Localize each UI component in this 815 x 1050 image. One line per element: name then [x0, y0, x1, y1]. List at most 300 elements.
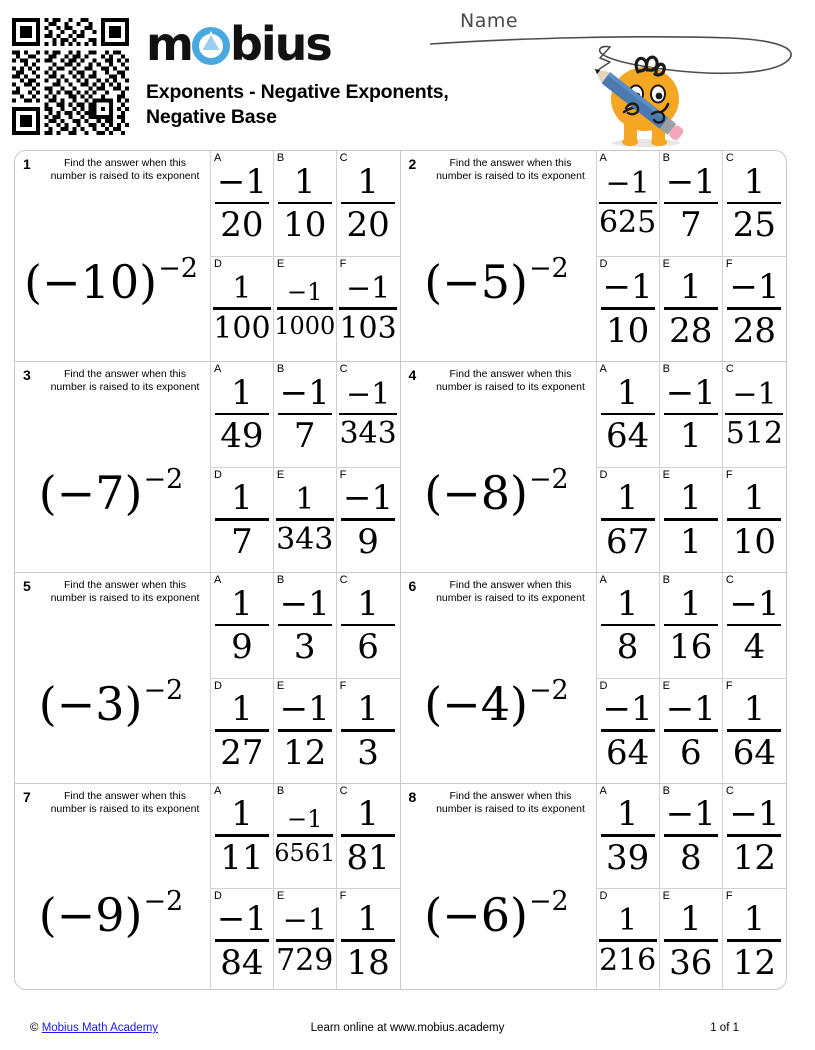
option-f[interactable]	[337, 468, 400, 573]
fraction	[211, 468, 273, 573]
fraction-denominator: 64	[605, 416, 650, 456]
fraction-numerator: 1	[357, 794, 379, 835]
fraction	[337, 889, 400, 990]
options-side	[597, 362, 787, 572]
option-letter: F	[339, 468, 347, 481]
option-b[interactable]	[274, 784, 337, 888]
fraction-denominator: 84	[220, 942, 264, 983]
option-letter: C	[725, 574, 734, 586]
name-label: Name	[460, 10, 519, 32]
fraction-bar	[278, 729, 332, 732]
problem-row	[15, 784, 786, 990]
fraction-denominator: 625	[598, 205, 657, 240]
fraction-numerator: 1	[357, 689, 379, 729]
fraction-numerator: 1	[231, 583, 253, 624]
option-f[interactable]	[337, 257, 400, 362]
fraction	[274, 889, 336, 990]
option-letter: A	[214, 152, 222, 164]
worksheet-grid	[14, 150, 787, 990]
fraction-bar	[215, 624, 269, 627]
fraction-bar	[213, 307, 271, 310]
option-letter: A	[214, 574, 222, 586]
fraction-numerator: 1	[616, 794, 639, 835]
fraction-numerator: −1	[345, 271, 391, 306]
fraction	[660, 679, 722, 784]
fraction-bar	[276, 518, 334, 521]
option-f[interactable]	[337, 889, 400, 990]
problem-instruction: Find the answer when this number is raised to its exponent	[436, 368, 585, 393]
fraction	[597, 679, 659, 784]
option-b[interactable]	[274, 362, 337, 467]
fraction-bar	[664, 307, 718, 310]
mobius-loop-icon	[191, 26, 231, 66]
name-field-area	[430, 4, 815, 149]
fraction-numerator: 1	[231, 794, 253, 835]
mascot-pencil-icon	[580, 44, 710, 149]
problem-expression: (−7) −2	[38, 464, 184, 520]
fraction-bar	[215, 413, 269, 416]
problem-row	[15, 362, 786, 573]
fraction	[211, 889, 273, 990]
fraction-numerator: −1	[345, 376, 391, 412]
problem-row	[15, 151, 786, 362]
options-side	[211, 362, 400, 572]
fraction	[597, 362, 659, 467]
option-d[interactable]	[597, 257, 660, 362]
problem-expression: (−4) −2	[424, 675, 569, 731]
fraction-numerator: 1	[232, 271, 252, 306]
fraction-numerator: 1	[679, 583, 702, 624]
problem-number: 7	[23, 789, 31, 805]
fraction-denominator: 12	[732, 942, 777, 983]
option-f[interactable]	[723, 468, 786, 573]
fraction-denominator: 11	[220, 837, 264, 878]
question-side	[15, 573, 211, 783]
fraction-denominator: 3	[357, 732, 379, 773]
fraction-denominator: 67	[605, 521, 650, 562]
option-a[interactable]	[597, 151, 660, 256]
fraction	[274, 679, 336, 784]
problem-3	[15, 362, 401, 572]
options-row-bottom	[597, 468, 787, 573]
option-f[interactable]	[723, 889, 786, 990]
option-letter: C	[725, 785, 734, 797]
option-letter: E	[662, 890, 671, 902]
fraction	[723, 889, 786, 990]
fraction-bar	[277, 834, 333, 837]
fraction	[337, 573, 400, 678]
option-letter: B	[662, 363, 671, 375]
option-letter: D	[599, 679, 608, 692]
fraction	[211, 784, 273, 888]
fraction-bar	[664, 729, 718, 732]
fraction	[274, 784, 336, 888]
option-letter: B	[276, 785, 285, 797]
options-row-bottom	[597, 889, 787, 990]
fraction-bar	[727, 518, 781, 521]
problem-8	[401, 784, 787, 990]
mobius-math-academy-link[interactable]: Mobius Math Academy	[41, 1022, 159, 1034]
option-a[interactable]	[597, 784, 660, 888]
options-row-top	[597, 784, 787, 889]
option-letter: D	[214, 679, 222, 692]
option-d[interactable]	[211, 468, 274, 573]
fraction	[597, 889, 659, 990]
option-letter: B	[276, 574, 285, 586]
options-side	[211, 573, 400, 783]
fraction-numerator: −1	[602, 689, 653, 729]
option-letter: F	[725, 257, 733, 270]
fraction-denominator: 512	[725, 416, 784, 451]
fraction-denominator: 1000	[274, 311, 336, 340]
fraction-bar	[341, 624, 395, 627]
options-row-top	[597, 151, 787, 257]
option-b[interactable]	[660, 784, 723, 888]
option-letter: F	[725, 468, 733, 481]
option-letter: E	[276, 468, 285, 481]
option-letter: F	[339, 679, 347, 692]
fraction	[211, 573, 273, 678]
fraction-numerator: −1	[602, 267, 653, 307]
option-a[interactable]	[597, 573, 660, 678]
fraction-bar	[601, 518, 655, 521]
fraction-numerator: 1	[679, 899, 702, 940]
fraction-numerator: 1	[743, 689, 766, 729]
fraction-denominator: 6	[357, 627, 379, 667]
fraction-denominator: 103	[339, 310, 397, 346]
option-e[interactable]	[660, 889, 723, 990]
option-c[interactable]	[337, 573, 400, 678]
problem-row	[15, 573, 786, 784]
problem-expression: (−6) −2	[424, 886, 569, 942]
fraction-numerator: −1	[282, 903, 327, 939]
question-side	[401, 151, 597, 361]
problem-5	[15, 573, 401, 783]
fraction-denominator: 25	[732, 205, 777, 245]
fraction-bar	[215, 518, 269, 521]
fraction-denominator: 27	[220, 732, 264, 773]
fraction-numerator: −1	[729, 267, 780, 307]
option-a[interactable]	[211, 362, 274, 467]
fraction	[597, 784, 659, 888]
options-row-bottom	[211, 889, 400, 990]
problem-expression: (−5) −2	[424, 253, 569, 309]
fraction	[723, 151, 786, 256]
option-b[interactable]	[660, 151, 723, 256]
fraction-bar	[599, 202, 657, 205]
fraction	[597, 151, 659, 256]
option-e[interactable]	[660, 679, 723, 784]
expression-base: (−10)	[24, 255, 158, 309]
fraction-denominator: 100	[213, 310, 271, 346]
fraction-numerator: 1	[231, 372, 253, 413]
fraction-bar	[276, 939, 334, 942]
option-f[interactable]	[723, 257, 786, 362]
fraction-denominator: 9	[357, 521, 379, 562]
fraction	[337, 679, 400, 784]
options-row-top	[211, 362, 400, 468]
fraction-bar	[339, 413, 397, 416]
logo-text-after: bius	[229, 17, 331, 71]
option-c[interactable]	[723, 784, 786, 888]
problem-expression: (−8) −2	[424, 464, 569, 520]
option-a[interactable]	[211, 573, 274, 678]
options-row-top	[597, 573, 787, 679]
problem-2	[401, 151, 787, 361]
option-letter: B	[276, 363, 285, 375]
question-side	[401, 573, 597, 783]
page-header	[0, 0, 815, 148]
fraction-bar	[664, 202, 718, 205]
fraction	[337, 784, 400, 888]
fraction-bar	[727, 202, 781, 205]
fraction-denominator: 343	[339, 416, 397, 451]
fraction-denominator: 28	[732, 310, 777, 351]
fraction	[660, 151, 722, 256]
copyright-symbol: ©	[30, 1022, 39, 1034]
fraction-denominator: 20	[220, 205, 264, 245]
fraction	[597, 468, 659, 573]
problem-number: 4	[408, 367, 417, 383]
fraction-bar	[725, 413, 783, 416]
fraction	[274, 362, 336, 467]
options-side	[597, 784, 787, 990]
fraction	[274, 468, 336, 573]
fraction	[211, 679, 273, 784]
option-a[interactable]	[211, 784, 274, 888]
options-row-top	[597, 362, 787, 468]
options-side	[597, 573, 787, 783]
fraction-bar	[599, 939, 657, 942]
problem-instruction: Find the answer when this number is raised to its exponent	[50, 790, 200, 815]
fraction-denominator: 81	[346, 837, 390, 878]
fraction-numerator: 1	[743, 478, 766, 518]
expression-base: (−8)	[424, 466, 528, 520]
fraction-numerator: −1	[279, 689, 330, 729]
fraction-numerator: 1	[679, 267, 702, 307]
problem-number: 2	[408, 156, 417, 172]
fraction	[660, 257, 722, 362]
problem-number: 3	[23, 367, 31, 383]
option-e[interactable]	[274, 679, 337, 784]
fraction	[660, 573, 722, 678]
expression-base: (−3)	[38, 677, 143, 731]
option-letter: D	[214, 468, 222, 481]
fraction-denominator: 36	[669, 942, 713, 983]
option-e[interactable]	[660, 468, 723, 573]
fraction	[274, 257, 336, 362]
option-letter: E	[662, 257, 671, 270]
fraction-denominator: 6561	[274, 838, 336, 867]
fraction-numerator: 1	[231, 478, 253, 518]
fraction-denominator: 64	[605, 732, 650, 773]
options-row-top	[211, 784, 400, 889]
option-c[interactable]	[337, 151, 400, 256]
fraction-bar	[664, 939, 718, 942]
option-d[interactable]	[211, 257, 274, 362]
problem-instruction: Find the answer when this number is raised to its exponent	[436, 157, 585, 182]
option-c[interactable]	[337, 362, 400, 467]
fraction-denominator: 28	[669, 310, 713, 351]
fraction-bar	[727, 729, 781, 732]
fraction-bar	[727, 624, 781, 627]
fraction	[337, 362, 400, 467]
fraction-numerator: −1	[665, 794, 716, 835]
problem-number: 5	[23, 578, 31, 594]
option-letter: B	[276, 152, 285, 164]
fraction-denominator: 20	[346, 205, 390, 245]
option-e[interactable]	[274, 889, 337, 990]
option-d[interactable]	[597, 468, 660, 573]
fraction-numerator: 1	[743, 899, 766, 940]
fraction-bar	[339, 307, 397, 310]
options-row-bottom	[597, 257, 787, 362]
fraction-bar	[341, 518, 395, 521]
fraction-numerator: 1	[293, 161, 316, 202]
fraction-bar	[601, 729, 655, 732]
fraction-bar	[664, 413, 718, 416]
fraction-bar	[727, 939, 781, 942]
fraction	[723, 784, 786, 888]
fraction-denominator: 3	[293, 627, 316, 667]
option-letter: D	[214, 257, 222, 270]
expression-base: (−9)	[38, 888, 143, 942]
fraction-numerator: −1	[665, 372, 716, 413]
fraction	[597, 257, 659, 362]
option-letter: A	[214, 363, 222, 375]
option-b[interactable]	[274, 151, 337, 256]
fraction-numerator: −1	[279, 583, 330, 624]
option-letter: B	[662, 785, 671, 797]
fraction-bar	[215, 729, 269, 732]
expression-base: (−7)	[38, 466, 143, 520]
option-f[interactable]	[337, 679, 400, 784]
fraction-bar	[215, 834, 269, 837]
option-a[interactable]	[211, 151, 274, 256]
fraction-numerator: −1	[216, 161, 267, 202]
fraction	[211, 151, 273, 256]
option-c[interactable]	[723, 151, 786, 256]
fraction-bar	[278, 413, 332, 416]
fraction-numerator: −1	[279, 372, 330, 413]
fraction-denominator: 9	[231, 627, 253, 667]
option-d[interactable]	[597, 889, 660, 990]
fraction-denominator: 343	[276, 521, 334, 557]
option-e[interactable]	[274, 257, 337, 362]
footer-center-text: Learn online at www.mobius.academy	[310, 1022, 505, 1034]
fraction-bar	[341, 834, 395, 837]
option-letter: E	[662, 679, 671, 692]
fraction-numerator: −1	[729, 583, 780, 624]
option-c[interactable]	[723, 573, 786, 678]
question-side	[15, 151, 211, 361]
fraction	[723, 573, 786, 678]
fraction-numerator: 1	[616, 583, 639, 624]
option-letter: B	[662, 152, 671, 164]
option-letter: A	[214, 785, 222, 797]
logo-text-before: m	[146, 17, 192, 71]
fraction-denominator: 16	[669, 627, 713, 667]
option-b[interactable]	[660, 573, 723, 678]
fraction-bar	[341, 202, 395, 205]
question-side	[15, 362, 211, 572]
problem-6	[401, 573, 787, 783]
fraction-denominator: 12	[283, 732, 327, 773]
fraction	[337, 257, 400, 362]
option-c[interactable]	[723, 362, 786, 467]
fraction-denominator: 7	[231, 521, 253, 562]
option-letter: D	[599, 468, 608, 481]
problem-number: 8	[408, 789, 417, 805]
fraction-bar	[278, 624, 332, 627]
fraction	[211, 257, 273, 362]
option-letter: C	[339, 574, 348, 586]
problem-instruction: Find the answer when this number is raised to its exponent	[436, 790, 585, 815]
option-letter: D	[214, 890, 222, 902]
fraction-bar	[215, 939, 269, 942]
fraction-denominator: 1	[679, 416, 702, 456]
fraction-numerator: 1	[743, 161, 766, 202]
option-letter: C	[339, 363, 348, 375]
problem-7	[15, 784, 401, 990]
fraction-bar	[341, 729, 395, 732]
fraction-numerator: 1	[679, 478, 702, 518]
fraction-numerator: 1	[231, 689, 253, 729]
problem-instruction: Find the answer when this number is raised to its exponent	[50, 157, 200, 182]
problem-expression: (−9) −2	[38, 886, 184, 942]
option-letter: F	[339, 890, 347, 902]
option-f[interactable]	[723, 679, 786, 784]
fraction-numerator: −1	[665, 161, 716, 202]
fraction-bar	[727, 307, 781, 310]
fraction-numerator: 1	[357, 583, 379, 624]
fraction	[274, 573, 336, 678]
option-b[interactable]	[274, 573, 337, 678]
option-b[interactable]	[660, 362, 723, 467]
fraction-numerator: 1	[618, 903, 638, 939]
fraction-numerator: 1	[616, 372, 639, 413]
option-letter: A	[599, 574, 607, 586]
fraction-bar	[601, 624, 655, 627]
option-e[interactable]	[274, 468, 337, 573]
options-side	[211, 151, 400, 361]
option-d[interactable]	[597, 679, 660, 784]
problem-instruction: Find the answer when this number is raised to its exponent	[436, 579, 585, 604]
fraction	[211, 362, 273, 467]
options-row-bottom	[211, 468, 400, 573]
fraction-numerator: 1	[616, 478, 639, 518]
fraction-bar	[664, 518, 718, 521]
options-row-bottom	[597, 679, 787, 784]
fraction	[274, 151, 336, 256]
option-letter: A	[599, 152, 607, 164]
fraction-denominator: 7	[293, 416, 316, 456]
option-letter: C	[725, 152, 734, 164]
option-d[interactable]	[211, 889, 274, 990]
question-side	[401, 784, 597, 990]
option-a[interactable]	[597, 362, 660, 467]
option-letter: C	[725, 363, 734, 375]
option-c[interactable]	[337, 784, 400, 888]
options-side	[211, 784, 400, 990]
fraction-numerator: 1	[357, 899, 379, 940]
fraction-denominator: 7	[679, 205, 702, 245]
fraction-denominator: 18	[346, 942, 390, 983]
fraction-bar	[341, 939, 395, 942]
option-e[interactable]	[660, 257, 723, 362]
option-letter: F	[725, 679, 733, 692]
option-d[interactable]	[211, 679, 274, 784]
